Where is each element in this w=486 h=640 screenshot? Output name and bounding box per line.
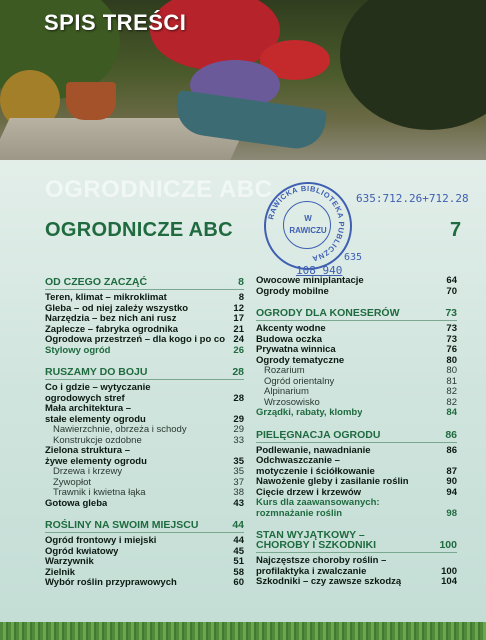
toc-entry-page: 45: [233, 545, 244, 557]
toc-entry-label: Zielona struktura –: [45, 446, 130, 456]
toc-entry-label: Owocowe miniplantacje: [256, 276, 364, 286]
toc-entry-label: Cięcie drzew i krzewów: [256, 487, 362, 498]
toc-entry: [256, 287, 457, 298]
toc-entry-page: 44: [232, 519, 244, 531]
toc-entry-label: Ogród orientalny: [264, 376, 335, 387]
toc-entry: [45, 304, 244, 315]
toc-entry-label: OGRODY DLA KONESERÓW: [256, 307, 400, 319]
toc-entry-label: stałe elementy ogrodu: [45, 414, 146, 425]
toc-entry-page: 8: [238, 276, 244, 288]
handwritten-classification: 635:712.26+712.28: [356, 192, 469, 205]
toc-entry-label: Szkodniki – czy zawsze szkodzą: [256, 577, 402, 587]
toc-entry: [256, 408, 457, 419]
toc-entry-label: PIELĘGNACJA OGRODU: [256, 428, 381, 441]
toc-entry-label: Drzewa i krzewy: [53, 467, 123, 477]
toc-entry: [256, 567, 457, 578]
toc-entry-page: 43: [233, 497, 244, 509]
toc-entry-page: 80: [446, 365, 457, 376]
toc-entry-page: 84: [446, 407, 457, 418]
toc-entry-page: 28: [232, 366, 244, 378]
toc-entry-page: 17: [233, 313, 244, 324]
toc-entry-label: Konstrukcje ozdobne: [53, 435, 142, 446]
toc-entry: [256, 276, 457, 287]
toc-entry-page: 86: [445, 428, 457, 441]
toc-entry-page: 33: [233, 434, 244, 446]
toc-entry: [45, 547, 244, 558]
toc-entry-page: 82: [446, 386, 457, 397]
toc-subentry: [45, 488, 244, 499]
toc-entry-page: 76: [446, 344, 457, 355]
toc-entry: [256, 335, 457, 346]
toc-subentry: [45, 478, 244, 489]
toc-section-heading: [45, 519, 244, 533]
toc-entry: [45, 346, 244, 357]
toc-column-right: [256, 276, 457, 588]
toc-entry-label: Nawierzchnie, obrzeża i schody: [53, 425, 187, 435]
toc-entry-page: 26: [233, 344, 244, 356]
toc-entry-label: Nawożenie gleby i zasilanie roślin: [256, 477, 409, 487]
toc-entry-page: 12: [233, 302, 244, 314]
toc-entry-label: Gleba – od niej zależy wszystko: [45, 303, 189, 314]
toc-entry: [256, 509, 457, 520]
toc-entry-label: ogrodowych stref: [45, 393, 125, 404]
toc-banner-title: SPIS TREŚCI: [44, 10, 187, 35]
toc-entry: [45, 499, 244, 510]
toc-entry: [256, 488, 457, 499]
toc-entry-page: 64: [446, 275, 457, 286]
toc-entry-page: 29: [233, 424, 244, 435]
stamp-city: RAWICZU: [289, 226, 327, 235]
toc-entry: [256, 356, 457, 367]
toc-entry: [256, 498, 457, 509]
toc-entry: [45, 568, 244, 579]
handwritten-shelf-mark: 635: [344, 252, 363, 263]
toc-entry-label: Rozarium: [264, 366, 305, 376]
toc-subentry: [45, 467, 244, 478]
toc-section-heading: [45, 276, 244, 290]
toc-entry-label: Narzędzia – bez nich ani rusz: [45, 314, 177, 324]
toc-entry: [256, 467, 457, 478]
toc-entry-page: 29: [233, 413, 244, 425]
toc-section-heading: [256, 539, 457, 553]
toc-column-left: [45, 276, 244, 589]
toc-entry-page: 70: [446, 285, 457, 297]
handwritten-inventory-number: 108 940: [296, 264, 343, 277]
toc-entry-page: 100: [441, 565, 457, 577]
toc-entry: [256, 446, 457, 457]
toc-entry-page: 73: [445, 307, 457, 319]
toc-subentry: [256, 387, 457, 398]
toc-entry-page: 58: [233, 566, 244, 578]
toc-entry: [45, 335, 244, 346]
toc-entry: [45, 394, 244, 405]
toc-entry-label: żywe elementy ogrodu: [45, 456, 147, 467]
toc-entry: [256, 345, 457, 356]
toc-entry-label: RUSZAMY DO BOJU: [45, 366, 148, 378]
toc-entry-label: Gotowa gleba: [45, 498, 108, 509]
toc-entry-page: 28: [233, 392, 244, 404]
toc-entry: [45, 536, 244, 547]
toc-entry-label: Kurs dla zaawansowanych:: [256, 498, 380, 508]
toc-entry: [45, 293, 244, 304]
toc-entry-label: Alpinarium: [264, 387, 309, 397]
toc-entry: [45, 457, 244, 468]
toc-subentry: [256, 366, 457, 377]
toc-entry-label: Wybór roślin przyprawowych: [45, 578, 177, 588]
toc-entry-page: 35: [233, 455, 244, 467]
toc-entry-page: 81: [446, 375, 457, 387]
toc-entry: [45, 446, 244, 457]
toc-entry-label: Teren, klimat – mikroklimat: [45, 293, 167, 303]
toc-entry-label: STAN WYJĄTKOWY –: [256, 529, 365, 541]
toc-entry-label: Zaplecze – fabryka ogrodnika: [45, 324, 179, 335]
toc-entry-label: Ogrody tematyczne: [256, 355, 345, 366]
toc-page: [0, 160, 486, 640]
toc-entry: [256, 324, 457, 335]
toc-entry-label: Budowa oczka: [256, 334, 322, 345]
flower-pot: [66, 82, 116, 120]
toc-entry-label: Podlewanie, nawadnianie: [256, 445, 371, 456]
toc-entry-label: Ogrody mobilne: [256, 286, 329, 297]
toc-entry-page: 38: [233, 487, 244, 498]
toc-entry: [45, 578, 244, 589]
toc-entry-page: 8: [238, 292, 244, 303]
svg-text:RAWICKA BIBLIOTEKA PUBLICZNA: RAWICKA BIBLIOTEKA PUBLICZNA: [266, 183, 347, 264]
toc-entry-label: Mała architektura –: [45, 404, 132, 414]
toc-entry-label: Ogród kwiatowy: [45, 546, 119, 557]
toc-entry-label: Ogrodowa przestrzeń – dla kogo i po co: [45, 335, 225, 345]
toc-entry-label: Stylowy ogród: [45, 345, 111, 356]
toc-subentry: [256, 377, 457, 388]
grass-strip: [0, 622, 486, 640]
toc-entry-label: profilaktyka i zwalczanie: [256, 566, 367, 577]
toc-entry-page: 82: [446, 396, 457, 408]
dark-foliage: [340, 0, 486, 130]
toc-entry-page: 73: [446, 333, 457, 345]
toc-entry-page: 21: [233, 323, 244, 335]
library-stamp: [264, 182, 352, 270]
toc-entry: [45, 415, 244, 426]
ghost-chapter-title: OGRODNICZE ABC: [45, 176, 273, 203]
toc-entry-label: rozmnażanie roślin: [256, 508, 343, 519]
stamp-w: W: [304, 214, 312, 223]
toc-entry: [45, 557, 244, 568]
toc-entry-page: 104: [441, 576, 457, 587]
toc-entry: [256, 577, 457, 588]
chapter-page-number: 7: [450, 219, 462, 241]
toc-subentry: [45, 436, 244, 447]
toc-entry-page: 100: [439, 539, 457, 551]
toc-entry-label: CHOROBY I SZKODNIKI: [256, 539, 376, 551]
toc-entry-page: 44: [233, 535, 244, 546]
toc-entry-label: ROŚLINY NA SWOIM MIEJSCU: [45, 519, 199, 531]
toc-entry-label: Prywatna winnica: [256, 345, 336, 355]
toc-entry: [45, 325, 244, 336]
toc-entry-label: OD CZEGO ZACZĄĆ: [45, 276, 148, 288]
toc-entry-label: Odchwaszczanie –: [256, 456, 340, 466]
toc-entry-page: 60: [233, 577, 244, 588]
header-photo: [0, 0, 486, 160]
toc-entry-label: Grządki, rabaty, klomby: [256, 408, 363, 418]
toc-section-heading: [45, 366, 244, 380]
toc-entry-page: 24: [233, 334, 244, 345]
stamp-inner-ring: [283, 201, 331, 249]
chapter-title: OGRODNICZE ABC: [45, 219, 233, 241]
toc-entry-page: 73: [446, 323, 457, 334]
toc-section-heading: [256, 429, 457, 443]
toc-entry-label: Trawnik i kwietna łąka: [53, 488, 146, 498]
toc-entry-page: 98: [446, 507, 457, 519]
toc-entry: [45, 314, 244, 325]
toc-entry-page: 37: [233, 476, 244, 488]
toc-entry-page: 80: [446, 354, 457, 366]
toc-entry: [256, 456, 457, 467]
toc-entry-label: Żywopłot: [53, 477, 92, 488]
toc-entry-label: Ogród frontowy i miejski: [45, 536, 157, 546]
toc-entry: [45, 383, 244, 394]
toc-entry: [256, 477, 457, 488]
toc-entry-page: 35: [233, 466, 244, 477]
toc-entry: [256, 556, 457, 567]
toc-entry-page: 94: [446, 486, 457, 498]
toc-entry-label: Warzywnik: [45, 557, 94, 567]
toc-entry-label: Akcenty wodne: [256, 324, 326, 334]
toc-section-heading: [256, 307, 457, 321]
toc-subentry: [45, 425, 244, 436]
toc-entry-label: Najczęstsze choroby roślin –: [256, 556, 387, 566]
toc-entry-page: 87: [446, 465, 457, 477]
toc-entry-label: Co i gdzie – wytyczanie: [45, 383, 151, 393]
toc-entry-page: 90: [446, 476, 457, 487]
toc-subentry: [256, 398, 457, 409]
toc-entry-label: motyczenie i ściółkowanie: [256, 466, 375, 477]
toc-entry-page: 51: [233, 556, 244, 567]
toc-entry-page: 86: [446, 444, 457, 456]
toc-entry-label: Wrzosowisko: [264, 397, 320, 408]
toc-entry-label: Zielnik: [45, 567, 76, 578]
toc-entry: [45, 404, 244, 415]
